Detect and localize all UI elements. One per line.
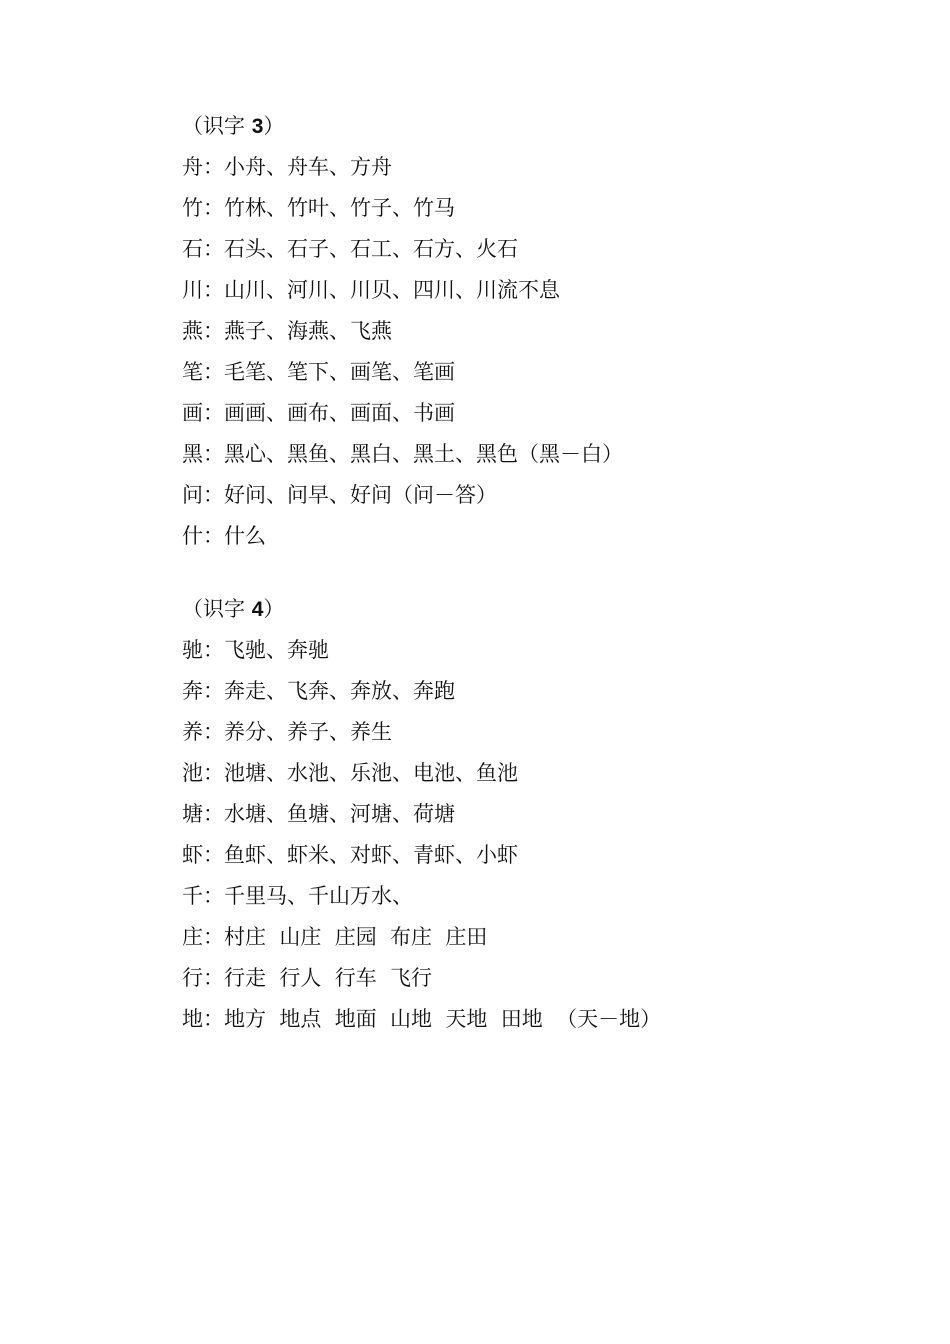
heading-close: ） bbox=[263, 114, 285, 138]
vocab-line: 千：千里马、千山万水、 bbox=[182, 884, 413, 908]
vocab-line: 燕：燕子、海燕、飞燕 bbox=[182, 319, 392, 343]
heading-open: （识字 bbox=[182, 597, 252, 621]
vocab-line: 养：养分、养子、养生 bbox=[182, 720, 392, 744]
vocab-line: 石：石头、石子、石工、石方、火石 bbox=[182, 237, 518, 261]
heading-close: ） bbox=[263, 597, 285, 621]
document-page bbox=[182, 106, 902, 1040]
vocab-line: 笔：毛笔、笔下、画笔、笔画 bbox=[182, 360, 455, 384]
vocab-line: 舟：小舟、舟车、方舟 bbox=[182, 155, 392, 179]
vocab-line: 黑：黑心、黑鱼、黑白、黑土、黑色（黑－白） bbox=[182, 442, 623, 466]
vocab-line: 塘：水塘、鱼塘、河塘、荷塘 bbox=[182, 802, 455, 826]
vocab-line: 驰：飞驰、奔驰 bbox=[182, 638, 329, 662]
vocab-line: 川：山川、河川、川贝、四川、川流不息 bbox=[182, 278, 560, 302]
heading-number: 3 bbox=[251, 115, 264, 138]
section-heading bbox=[182, 589, 902, 630]
heading-open: （识字 bbox=[182, 114, 252, 138]
vocab-line: 行：行走 行人 行车 飞行 bbox=[182, 966, 433, 990]
heading-number: 4 bbox=[251, 598, 264, 621]
vocab-line: 竹：竹林、竹叶、竹子、竹马 bbox=[182, 196, 455, 220]
vocab-line: 池：池塘、水池、乐池、电池、鱼池 bbox=[182, 761, 518, 785]
section-shizi-3 bbox=[182, 106, 902, 557]
vocab-line: 什：什么 bbox=[182, 524, 266, 548]
vocab-line: 庄：村庄 山庄 庄园 布庄 庄田 bbox=[182, 925, 488, 949]
vocab-line: 奔：奔走、飞奔、奔放、奔跑 bbox=[182, 679, 455, 703]
vocab-line: 问：好问、问早、好问（问－答） bbox=[182, 483, 497, 507]
vocab-line: 地：地方 地点 地面 山地 天地 田地 （天－地） bbox=[182, 1007, 662, 1031]
section-heading bbox=[182, 106, 902, 147]
section-shizi-4 bbox=[182, 589, 902, 1040]
vocab-line: 画：画画、画布、画面、书画 bbox=[182, 401, 455, 425]
vocab-line: 虾：鱼虾、虾米、对虾、青虾、小虾 bbox=[182, 843, 518, 867]
